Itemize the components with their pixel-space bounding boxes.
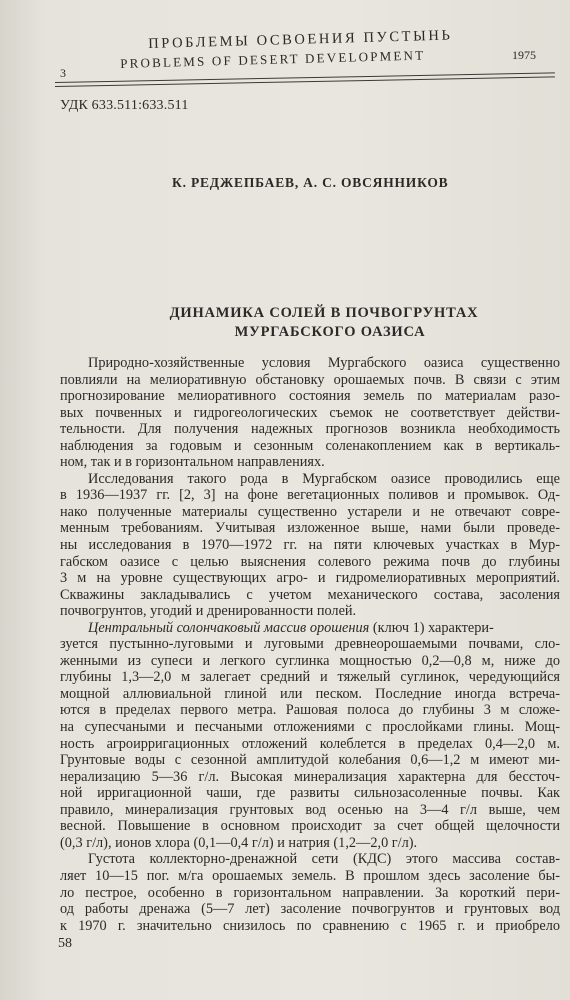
- body-line: прогнозирование мелиоративного состояния земель по материалам разо-: [60, 388, 560, 405]
- body-line: ло пестрое, особенно в горизонтальном направлении. За короткий пери-: [60, 884, 560, 901]
- body-line: женными из супеси и легкого суглинка мощностью 0,2—0,8 м, ниже до: [60, 652, 560, 669]
- article-title-line2: МУРГАБСКОГО ОАЗИСА: [234, 324, 426, 340]
- body-line: правило, минерализация грунтовых вод осенью на 3—4 г/л выше, чем: [60, 801, 560, 818]
- body-line: зуется пустынно-луговыми и луговыми древнеорошаемыми почвами, сло-: [60, 636, 560, 653]
- body-line: ляет 10—15 пог. м/га орошаемых земель. В прошлом здесь засоление бы-: [60, 867, 560, 884]
- body-line-rest: (ключ 1) характери-: [369, 619, 494, 636]
- body-line: од работы дренажа (5—7 лет) засоление почвогрунтов и грунтовых вод: [60, 901, 560, 918]
- journal-title-en: PROBLEMS OF DESERT DEVELOPMENT: [120, 47, 426, 71]
- body-line: наблюдения за годовым и сезонным соленакоплением как в вертикаль-: [60, 437, 560, 454]
- authors: К. РЕДЖЕПБАЕВ, А. С. ОВСЯННИКОВ: [172, 175, 449, 190]
- article-body: [60, 355, 560, 934]
- body-line: Скважины закладывались с учетом механического состава, засоления: [60, 586, 560, 603]
- body-line: мощной аллювиальной глиной или песком. Последние иногда встреча-: [60, 685, 560, 702]
- body-line: 3 м на уровне существующих агро- и гидромелиоративных мероприятий.: [60, 570, 560, 587]
- body-line: ной ирригационной чаши, где развиты сильнозасоленные почвы. Как: [60, 785, 560, 802]
- body-line: на супесчаными и песчаными отложениями с прослойками глины. Мощ-: [60, 719, 560, 736]
- body-line: глубины 1,3—2,0 м залегает средний и тяжелый суглинок, чередующийся: [60, 669, 560, 686]
- body-line: Природно-хозяйственные условия Мургабского оазиса существенно: [88, 355, 560, 371]
- journal-title-ru: ПРОБЛЕМЫ ОСВОЕНИЯ ПУСТЫНЬ: [148, 27, 453, 52]
- issue-year: 1975: [512, 48, 536, 62]
- body-line: повлияли на мелиоративную обстановку орошаемых почв. В связи с этим: [60, 371, 560, 388]
- body-line: ном, так и в горизонтальном направлениях.: [60, 454, 325, 471]
- body-line: весной. Повышение в основном происходит за счет общей щелочности: [60, 818, 560, 835]
- body-line: тельности. Для получения надежных прогнозов возникла необходимость: [60, 421, 560, 438]
- body-line: Грунтовые воды с сезонной амплитудой колебания 0,6—1,2 м имеют ми-: [60, 752, 560, 769]
- body-line: почвогрунтов, угодий и дренированности полей.: [60, 603, 357, 620]
- body-line: (0,3 г/л), ионов хлора (0,1—0,4 г/л) и натрия (1,2—2,0 г/л).: [60, 834, 418, 851]
- body-line: к 1970 г. значительно снизилось по сравнению с 1965 г. и приобрело: [60, 917, 560, 934]
- article-title-line1: ДИНАМИКА СОЛЕЙ В ПОЧВОГРУНТАХ: [169, 305, 479, 321]
- body-line: менным требованиям. Учитывая изложенное выше, нами были проведе-: [60, 520, 560, 537]
- body-line: вых почвенных и гидрогеологических съемок не соответствует действи-: [60, 404, 560, 421]
- body-line: ность агроирригационных отложений колеблется в пределах 0,4—2,0 м.: [60, 735, 560, 752]
- body-line: нерализацию 5—36 г/л. Высокая минерализация характерна для бессточ-: [60, 768, 560, 785]
- body-line: Густота коллекторно-дренажной сети (КДС) этого массива состав-: [88, 851, 560, 868]
- body-line: [60, 620, 560, 637]
- body-line: ются в пределах первого метра. Рашовая полоса до глубины 3 м сложе-: [60, 702, 560, 719]
- body-line: нако полученные материалы существенно устарели и не отвечают совре-: [60, 503, 560, 520]
- section-heading-italic: Центральный солончаковый массив орошения: [88, 619, 370, 636]
- body-line: Исследования такого рода в Мургабском оазисе проводились еще: [88, 470, 560, 487]
- issue-number: 3: [60, 66, 66, 80]
- body-line: габском оазисе с целью выяснения солевого режима почв до глубины: [60, 553, 560, 570]
- body-line: в 1936—1937 гг. [2, 3] на фоне вегетационных поливов и промывок. Од-: [60, 487, 560, 504]
- body-line: ны исследования в 1970—1972 гг. на пяти ключевых участках в Мур-: [60, 537, 560, 554]
- page-number: 58: [58, 936, 72, 951]
- udk-code: УДК 633.511:633.511: [60, 98, 189, 113]
